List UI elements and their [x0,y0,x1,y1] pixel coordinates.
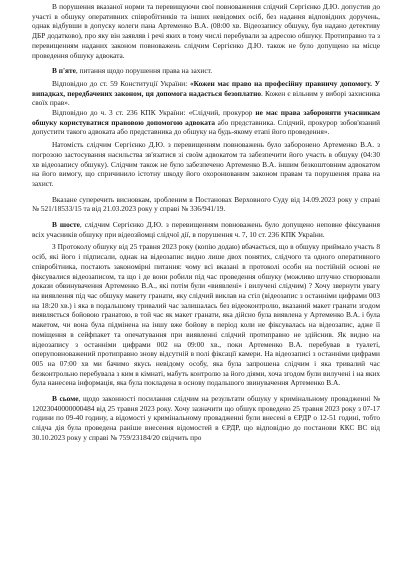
seventh-label: В сьоме [52,394,79,404]
seventh-text: , щодо законності посилання слідчим на результати обшуку у кримінальному провадженні № 12023040000000484 від 25 травня 2023 року. Хочу зазначити що обшук проведено 25 травня 2023 року з 07-17 години по 09-40 годину, а відомості у кримінальному провадженні були внесені в ЄРДР о 12-51 годині, тобто слідча дія була проведена раніше внесення відомостей в ЄРДР, що відповідно до постанови ККС ВС від 30.10.2023 року у справі № 759/23184/20 свідчить про [32,394,381,442]
paragraph-constitution [32,79,380,108]
sixth-text: , слідчим Сергієнко Д.Ю. з перевищенням повноважень було допущено неповне фіксування всіх учасників обшуку при відеозйомці слідчої дії, в порушення ч. 7, 10 ст. 236 КПК України. [32,220,380,239]
paragraph-violation-participants: В порушення вказаної норми та перевищуючи свої повноваження слідчий Сергієнко Д.Ю. допустив до участі в обшуку оперативних співробітників та інших невідомих осіб, без надання відповідних доручень, однак відбувши в допуску колеги пана Артеменко В.А. (08:00 хв. Відеозапису обшуку, був надано детективу ДБР додатково), про яку він заявляв і речі яких в тому числі перебували за адресою обшуку. Протиправно та з перевищенням наданих законом повноважень слідчим Сергієнко Д.Ю. також не було допущено на місце проведення обшуку адвоката. [32,2,380,60]
paragraph-seventh [32,394,380,443]
fifth-label: В п'яте [52,66,76,76]
cpc-intro: Відповідно до ч. 3 ст. 236 КПК України: «Слідчий, прокурор [52,108,256,118]
cpc-tail: або представника. Слідчий, прокурор зобов'язаний допустити такого адвоката або представника до обшуку на будь-якому етапі його проведення». [32,117,380,137]
constitution-quote: «Кожен має право на професійну правничу допомогу. У випадках, передбачених законом, ця допомога надається безоплатно [32,78,380,98]
constitution-tail: . Кожен є вільним у виборі захисника своїх прав». [32,88,380,108]
paragraph-cpc-236 [32,108,380,137]
constitution-intro: Відповідно до ст. 59 Конституції України: [52,78,190,88]
cpc-bold-quote: не має права забороняти учасникам обшуку користуватися правовою допомогою адвоката [32,108,381,127]
fifth-heading-text: , питання щодо порушення права на захист. [75,66,213,76]
paragraph-fifth-heading [32,66,380,76]
paragraph-protocol: З Протоколу обшуку від 25 травня 2023 року (копію додаю) вбачається, що в обшуку приймало участь 8 осіб, які його і підписали, однак на відеозапис видно лише двох понятих, слідчого та одного оперативного співробітника, постають закономірні питання: чому всі вказані в протоколі особи на постійній основі не фіксувалися відеозаписом, та що і де вони робили під час проведення обшуку (можливо штучно створювали докази обвинувачення Артеменко В.А., які потім були «виявлені» і вилучені слідчим) ? Хочу звернути увагу на виявлення під час обшуку макету гранати, яку слідчий виклав на стіл (відеозапис з останніми цифрами 003 на 18:20 хв.) і яка в подальшому тривалий час залишалась без відеоконтролю, вказаний макет гранати згодом виявляється бойовою гранатою, в той час як макет гранати, яка дійсно була виявлена у Артеменко В.А. і була макетом, чи вона була підмінена на іншу вже бойову в період коли не фіксувалась на відеозапис, адже її поміщення в сейфпакет та опечатування при виявленні слідчий протиправно не здійснив. Як видно на відеозапису з останніми цифрами 002 на 09:00 хв., поки Артеменко В.А. перебував в туалеті, оперуповноважений протиправно знову відсутній в полі фіксації камери. На відеозаписі з останніми цифрами 005 на 07:00 хв ми бачимо якусь невідому особу, яка була запрошена слідчим і яка тривалий час безконтрольно перебувала з ким в кімнаті, мабуть контролю за його діями, хоча згодом були вилучені і на яких була нанесена інформація, яка була покладена в основу подальшого звинувачення Артеменко В.А. [32,242,380,388]
sixth-label: В шосте [52,220,80,230]
paragraph-supreme-court: Вказане суперечить висновкам, зробленим в Постановах Верховного Суду від 14.09.2023 року у справі № 521/18533/15 та від 21.03.2023 року у справі № 336/941/19. [32,194,380,214]
paragraph-lawyer-denied: Натомість слідчим Сергієнко Д.Ю. з перевищенням повноважень було заборонено Артеменко В.А. з погрозою застосування насильства зв'язатися зі своїм адвокатом та забезпечити його участь в обшуку (04:30 хв відеозапису обшуку). Слідчим також не було забезпечено Артеменко В.А. іншим безкоштовним адвокатом на його вимогу, що спричинило істотну шкоду його охоронюваним законом правам та порушення права на захист. [32,140,380,188]
paragraph-sixth [32,220,380,239]
